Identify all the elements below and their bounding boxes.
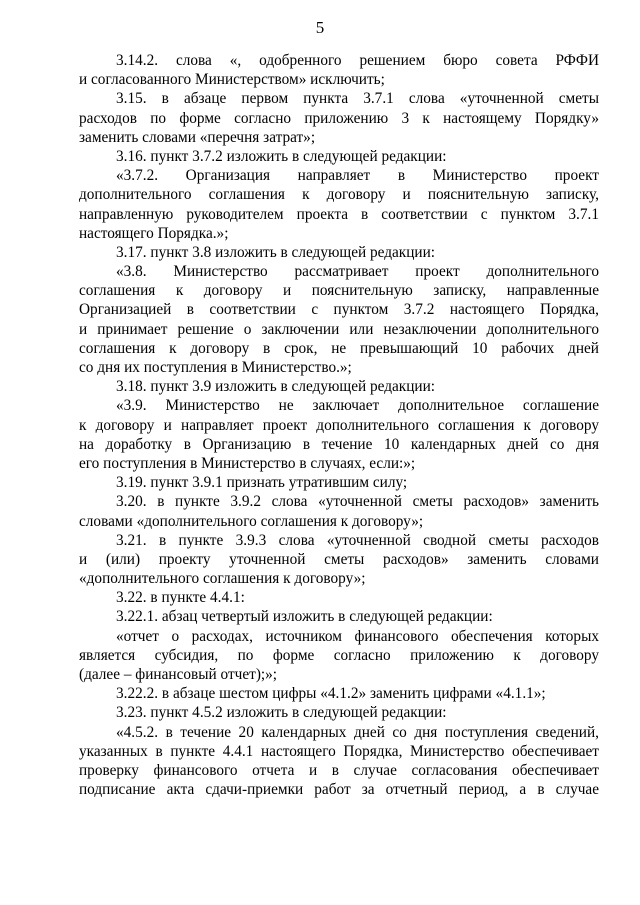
- text-line: 3.22. в пункте 4.4.1:: [116, 589, 245, 607]
- text-line: 3.16. пункт 3.7.2 изложить в следующей редакции:: [116, 147, 447, 165]
- text-line: указанных в пункте 4.4.1 настоящего Порядка, Министерство обеспечивает: [79, 742, 599, 760]
- text-line: 3.18. пункт 3.9 изложить в следующей редакции:: [116, 378, 436, 396]
- text-line: на доработку в Организацию в течение 10 календарных дней со дня: [79, 435, 599, 453]
- text-line: «3.9. Министерство не заключает дополнительное соглашение: [116, 397, 599, 415]
- text-line: к договору и направляет проект дополнительного соглашения к договору: [79, 416, 599, 434]
- text-line: и согласованного Министерством» исключить;: [79, 71, 385, 89]
- text-line: заменить словами «перечня затрат»;: [79, 128, 316, 146]
- document-body: [79, 51, 599, 799]
- text-line: является субсидия, по форме согласно приложению к договору: [79, 646, 599, 664]
- text-line: проверку финансового отчета и в случае согласования обеспечивает: [79, 761, 599, 779]
- text-line: 3.23. пункт 4.5.2 изложить в следующей редакции:: [116, 704, 447, 722]
- text-line: направленную руководителем проекта в соответствии с пунктом 3.7.1: [79, 205, 599, 223]
- text-line: «4.5.2. в течение 20 календарных дней со дня поступления сведений,: [116, 723, 599, 741]
- text-line: настоящего Порядка.»;: [79, 224, 229, 242]
- text-line: со дня их поступления в Министерство.»;: [79, 359, 352, 376]
- text-line: «дополнительного соглашения к договору»;: [79, 570, 366, 588]
- text-line: 3.22.2. в абзаце шестом цифры «4.1.2» заменить цифрами «4.1.1»;: [116, 685, 546, 703]
- text-line: и (или) проекту уточненной сметы расходов» заменить словами: [79, 550, 599, 568]
- text-line: дополнительного соглашения к договору и пояснительную записку,: [79, 186, 599, 204]
- text-line: соглашения к договору в срок, не превышающий 10 рабочих дней: [79, 339, 599, 357]
- text-line: (далее – финансовый отчет);»;: [79, 666, 278, 683]
- text-line: словами «дополнительного соглашения к договору»;: [79, 512, 424, 530]
- text-line: и принимает решение о заключении или незаключении дополнительного: [79, 320, 599, 338]
- text-line: 3.17. пункт 3.8 изложить в следующей редакции:: [116, 243, 436, 261]
- text-line: Организацией в соответствии с пунктом 3.7.2 настоящего Порядка,: [79, 301, 599, 319]
- text-line: его поступления в Министерство в случаях, если:»;: [79, 454, 416, 472]
- text-line: «отчет о расходах, источником финансового обеспечения которых: [116, 627, 599, 645]
- text-line: 3.20. в пункте 3.9.2 слова «уточненной сметы расходов» заменить: [116, 493, 599, 511]
- text-line: расходов по форме согласно приложению 3 к настоящему Порядку»: [79, 109, 599, 127]
- text-line: 3.15. в абзаце первом пункта 3.7.1 слова «уточненной сметы: [116, 90, 599, 108]
- text-line: 3.22.1. абзац четвертый изложить в следующей редакции:: [116, 608, 493, 626]
- text-line: соглашения к договору и пояснительную записку, направленные: [79, 282, 599, 300]
- text-line: 3.14.2. слова «, одобренного решением бюро совета РФФИ: [116, 52, 599, 69]
- text-line: 3.19. пункт 3.9.1 признать утратившим силу;: [116, 474, 408, 492]
- text-line: «3.8. Министерство рассматривает проект дополнительного: [116, 263, 599, 281]
- text-line: «3.7.2. Организация направляет в Министерство проект: [116, 167, 599, 185]
- text-line: подписание акта сдачи-приемки работ за отчетный период, а в случае: [79, 781, 599, 799]
- text-line: 3.21. в пункте 3.9.3 слова «уточненной сводной сметы расходов: [116, 531, 599, 549]
- page-number: 5: [315, 18, 325, 37]
